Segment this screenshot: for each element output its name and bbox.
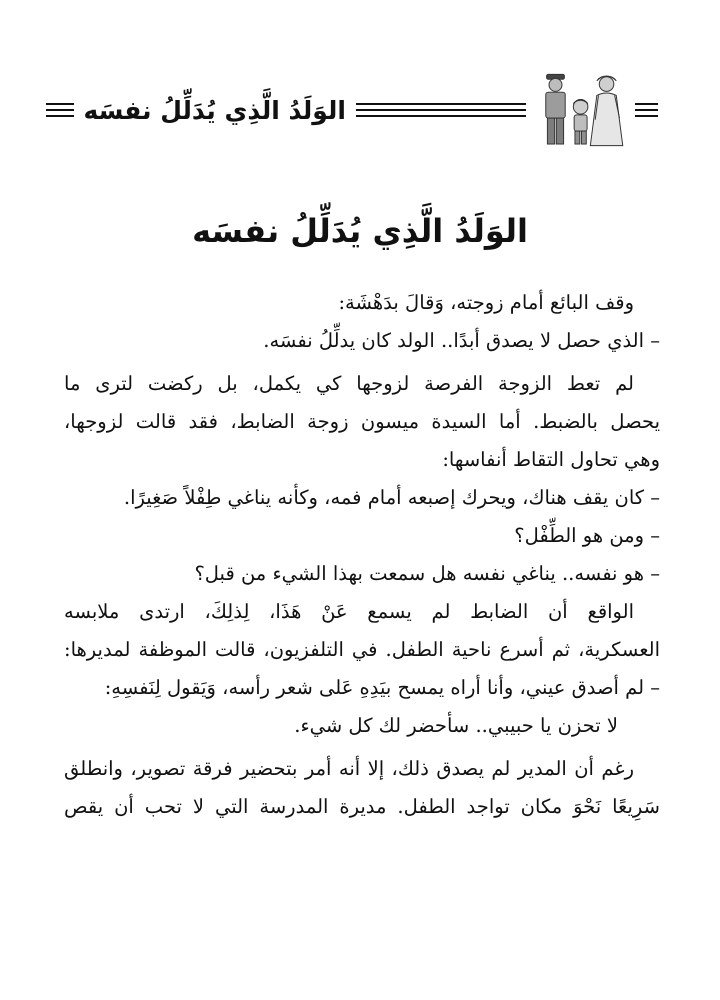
running-header (46, 62, 658, 158)
header-rule-middle (356, 103, 526, 117)
paragraph-line: يحصل بالضبط. أما السيدة ميسون زوجة الضابط، فقد قالت لزوجها، (64, 410, 660, 433)
paragraph-line: سَرِيعًا نَحْوَ مكان تواجد الطفل. مديرة المدرسة التي لا تحب أن يقص (64, 795, 660, 818)
story-body (64, 284, 660, 826)
header-rule-right (635, 103, 658, 117)
paragraph-line: – الذي حصل لا يصدق أبدًا.. الولد كان يدلِّلُ نفسَه. (263, 329, 660, 352)
header-title: الوَلَدُ الَّذِي يُدَلِّلُ نفسَه (83, 95, 346, 125)
paragraph-line: العسكرية، ثم أسرع ناحية الطفل. في التلفزيون، قالت الموظفة لمديرها: (64, 638, 660, 661)
paragraph-line: – لم أصدق عيني، وأنا أراه يمسح بيَدِهِ عَلى شعر رأسه، وَيَقول لِنَفسِهِ: (104, 676, 660, 699)
family-illustration (532, 62, 629, 158)
paragraph-line: وهي تحاول التقاط أنفاسها: (442, 448, 660, 471)
paragraph-line: لم تعط الزوجة الفرصة لزوجها كي يكمل، بل ركضت لترى ما (64, 372, 634, 395)
paragraph-line: الواقع أن الضابط لم يسمع عَنْ هَذَا، لِذلِكَ، ارتدى ملابسه (64, 600, 634, 623)
header-rule-left (46, 103, 74, 117)
paragraph-line: وقف البائع أمام زوجته، وَقالَ بدَهْشَة: (338, 291, 634, 314)
paragraph-line: لا تحزن يا حبيبي.. سأحضر لك كل شيء. (294, 714, 618, 737)
paragraph-line: – كان يقف هناك، ويحرك إصبعه أمام فمه، وكأنه يناغي طِفْلاً صَغِيرًا. (123, 486, 660, 509)
story-title: الوَلَدُ الَّذِي يُدَلِّلُ نفسَه (192, 212, 528, 250)
paragraph-line: – هو نفسه.. يناغي نفسه هل سمعت بهذا الشيء من قبل؟ (194, 562, 660, 585)
paragraph-line: – ومن هو الطِّفْل؟ (514, 524, 660, 547)
paragraph-line: رغم أن المدير لم يصدق ذلك، إلا أنه أمر بتحضير فرقة تصوير، وانطلق (64, 757, 634, 780)
